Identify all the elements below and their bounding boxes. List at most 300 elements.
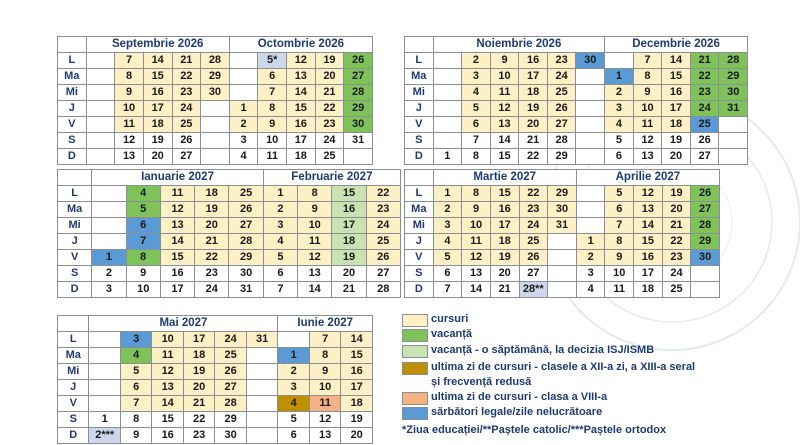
day-label: D: [405, 149, 434, 165]
empty-cell: [86, 117, 115, 133]
day-cell: 12: [634, 186, 663, 202]
day-cell: 20: [341, 428, 373, 444]
corner-cell: [58, 316, 89, 332]
day-cell: 28: [691, 218, 720, 234]
week-day-row: [405, 149, 748, 165]
day-cell: 14: [160, 234, 194, 250]
empty-cell: [278, 332, 309, 348]
day-cell: 11: [115, 117, 144, 133]
empty-cell: [605, 53, 634, 69]
day-cell: 23: [315, 117, 344, 133]
week-day-row: [58, 117, 373, 133]
day-cell: 17: [143, 101, 172, 117]
week-day-row: [405, 250, 720, 266]
day-cell: 9: [115, 85, 144, 101]
day-cell: 1: [433, 149, 462, 165]
day-cell: 31: [344, 133, 373, 149]
day-cell: 9: [633, 85, 662, 101]
day-cell: 9: [258, 117, 287, 133]
month-title: Martie 2027: [433, 170, 576, 186]
day-label: Mi: [58, 85, 87, 101]
week-day-row: [58, 218, 401, 234]
day-cell: 29: [229, 250, 263, 266]
empty-cell: [201, 101, 230, 117]
day-cell: 4: [278, 396, 309, 412]
day-cell: 10: [633, 101, 662, 117]
day-cell: 7: [605, 218, 634, 234]
day-cell: 2: [605, 85, 634, 101]
day-cell: 19: [315, 53, 344, 69]
calendar-block-may-jun: [57, 315, 373, 444]
empty-cell: [229, 69, 258, 85]
day-cell: 24: [315, 133, 344, 149]
day-cell: 9: [309, 364, 340, 380]
day-cell: 30: [576, 53, 605, 69]
day-cell: 7: [633, 53, 662, 69]
day-cell: 7: [126, 234, 160, 250]
empty-cell: [246, 364, 278, 380]
day-cell: 16: [143, 85, 172, 101]
day-cell: 16: [490, 202, 519, 218]
month-title: Februarie 2027: [263, 170, 400, 186]
day-cell: 8: [298, 186, 332, 202]
month-title: Noiembrie 2026: [433, 37, 605, 53]
week-day-row: [405, 101, 748, 117]
week-day-row: [58, 396, 373, 412]
day-cell: 25: [172, 117, 201, 133]
day-cell: 16: [332, 202, 366, 218]
day-cell: 3: [120, 332, 151, 348]
legend-text: sărbători legale/zile nelucrătoare: [431, 406, 603, 418]
day-cell: 7: [120, 396, 151, 412]
day-cell: 7: [263, 282, 297, 298]
day-label: J: [405, 234, 434, 250]
day-cell: 4: [433, 234, 462, 250]
day-cell: 15: [143, 69, 172, 85]
day-cell: 23: [690, 85, 719, 101]
day-label: S: [58, 133, 87, 149]
day-cell: 1: [433, 186, 462, 202]
day-cell: 10: [152, 332, 183, 348]
month-header-row: [58, 37, 373, 53]
day-cell: 18: [341, 396, 373, 412]
day-cell: 9: [605, 250, 634, 266]
day-cell: 24: [215, 332, 246, 348]
day-cell: 18: [143, 117, 172, 133]
day-cell: 2: [229, 117, 258, 133]
day-label: S: [405, 133, 434, 149]
day-cell: 24: [662, 266, 691, 282]
week-day-row: [405, 186, 720, 202]
day-cell: 17: [287, 133, 316, 149]
day-label: L: [58, 186, 92, 202]
empty-cell: [86, 101, 115, 117]
day-label: V: [405, 117, 434, 133]
day-cell: 16: [519, 53, 548, 69]
day-cell: 15: [341, 348, 373, 364]
day-cell: 14: [490, 133, 519, 149]
empty-cell: [86, 53, 115, 69]
empty-cell: [92, 234, 126, 250]
day-cell: 16: [160, 266, 194, 282]
day-cell: 10: [462, 218, 491, 234]
week-day-row: [58, 101, 373, 117]
day-cell: 30: [719, 85, 748, 101]
day-cell: 15: [490, 186, 519, 202]
day-cell: 27: [519, 266, 548, 282]
legend-swatch: [402, 392, 428, 405]
calendar-block-jan-feb: [57, 169, 401, 298]
day-cell: 23: [662, 250, 691, 266]
day-cell: 7: [433, 282, 462, 298]
day-cell: 6: [263, 266, 297, 282]
empty-cell: [548, 266, 577, 282]
day-cell: 17: [341, 380, 373, 396]
day-label: Mi: [405, 218, 434, 234]
day-cell: 29: [719, 69, 748, 85]
empty-cell: [246, 348, 278, 364]
day-label: J: [58, 101, 87, 117]
day-cell: 26: [344, 53, 373, 69]
day-cell: 26: [690, 133, 719, 149]
empty-cell: [201, 117, 230, 133]
day-cell: 14: [462, 282, 491, 298]
day-label: Ma: [58, 348, 89, 364]
day-cell: 21: [490, 282, 519, 298]
day-cell: 28: [215, 396, 246, 412]
week-day-row: [58, 412, 373, 428]
day-cell: 14: [143, 53, 172, 69]
day-cell: 27: [215, 380, 246, 396]
day-cell: 2***: [89, 428, 120, 444]
day-cell: 13: [298, 266, 332, 282]
day-cell: 6: [258, 69, 287, 85]
day-label: L: [58, 332, 89, 348]
day-cell: 22: [315, 101, 344, 117]
day-cell: 1: [89, 412, 120, 428]
empty-cell: [229, 53, 258, 69]
month-title: Aprilie 2027: [576, 170, 719, 186]
day-label: S: [405, 266, 434, 282]
day-cell: 4: [229, 149, 258, 165]
week-day-row: [405, 202, 720, 218]
day-cell: 19: [662, 133, 691, 149]
day-cell: 10: [258, 133, 287, 149]
month-title: Mai 2027: [89, 316, 278, 332]
day-cell: 23: [195, 266, 229, 282]
day-cell: 5*: [258, 53, 287, 69]
empty-cell: [86, 149, 115, 165]
day-cell: 21: [519, 133, 548, 149]
week-day-row: [405, 234, 720, 250]
day-cell: 24: [519, 218, 548, 234]
day-cell: 1: [229, 101, 258, 117]
empty-cell: [89, 396, 120, 412]
day-label: Mi: [58, 218, 92, 234]
day-cell: 25: [215, 348, 246, 364]
week-day-row: [58, 282, 401, 298]
day-cell: 31: [246, 332, 278, 348]
day-cell: 6: [605, 149, 634, 165]
day-cell: 26: [366, 250, 400, 266]
day-cell: 29: [344, 101, 373, 117]
day-cell: 7: [258, 85, 287, 101]
day-cell: 7: [462, 133, 491, 149]
day-cell: 23: [172, 85, 201, 101]
day-cell: 20: [332, 266, 366, 282]
day-cell: 5: [126, 202, 160, 218]
day-cell: 27: [229, 218, 263, 234]
day-cell: 21: [172, 53, 201, 69]
day-cell: 6: [126, 218, 160, 234]
day-cell: 7: [115, 53, 144, 69]
day-cell: 24: [172, 101, 201, 117]
day-cell: 26: [172, 133, 201, 149]
day-label: S: [58, 266, 92, 282]
day-cell: 19: [183, 364, 214, 380]
day-cell: 12: [115, 133, 144, 149]
day-cell: 22: [172, 69, 201, 85]
day-label: D: [58, 282, 92, 298]
day-label: L: [405, 53, 434, 69]
day-cell: 27: [344, 69, 373, 85]
day-cell: 25: [547, 85, 576, 101]
day-cell: 22: [519, 149, 548, 165]
week-day-row: [58, 348, 373, 364]
day-cell: 14: [634, 218, 663, 234]
month-title: Octombrie 2026: [229, 37, 372, 53]
day-cell: 24: [547, 69, 576, 85]
legend-text: ultima zi de cursuri - clasele a XII-a zi, a XIII-a seral: [431, 361, 696, 373]
day-cell: 5: [605, 133, 634, 149]
day-cell: 13: [462, 266, 491, 282]
legend-text: și frecvență redusă: [431, 376, 532, 388]
legend-text: vacanță - o săptămână, la decizia ISJ/ISMB: [431, 344, 655, 356]
day-cell: 4: [263, 234, 297, 250]
empty-cell: [246, 428, 278, 444]
day-cell: 4: [576, 282, 605, 298]
corner-cell: [405, 170, 434, 186]
day-cell: 21: [315, 85, 344, 101]
week-day-row: [58, 250, 401, 266]
day-cell: 17: [490, 218, 519, 234]
empty-cell: [433, 101, 462, 117]
day-label: V: [405, 250, 434, 266]
day-cell: 18: [332, 234, 366, 250]
corner-cell: [58, 170, 92, 186]
day-cell: 8: [462, 186, 491, 202]
empty-cell: [246, 380, 278, 396]
day-cell: 5: [605, 186, 634, 202]
day-cell: 19: [519, 101, 548, 117]
day-cell: 22: [183, 412, 214, 428]
empty-cell: [201, 149, 230, 165]
day-cell: 5: [120, 364, 151, 380]
empty-cell: [548, 234, 577, 250]
day-cell: 4: [120, 348, 151, 364]
day-cell: 30: [548, 202, 577, 218]
day-cell: 5: [462, 101, 491, 117]
day-cell: 2: [263, 202, 297, 218]
day-cell: 16: [634, 250, 663, 266]
day-cell: 20: [490, 266, 519, 282]
legend-text: ultima zi de cursuri - clasa a VIII-a: [431, 391, 608, 403]
legend-text: vacanță: [431, 328, 472, 340]
day-cell: 1: [263, 186, 297, 202]
day-cell: 28: [366, 282, 400, 298]
day-cell: 28: [229, 234, 263, 250]
day-cell: 12: [152, 364, 183, 380]
day-cell: 29: [215, 412, 246, 428]
day-label: J: [405, 101, 434, 117]
legend-swatch: [402, 329, 428, 342]
day-cell: 4: [605, 117, 634, 133]
day-cell: 12: [309, 412, 340, 428]
day-cell: 18: [287, 149, 316, 165]
day-cell: 26: [229, 202, 263, 218]
empty-cell: [246, 412, 278, 428]
day-cell: 30: [691, 250, 720, 266]
day-label: Ma: [58, 202, 92, 218]
day-cell: 12: [287, 53, 316, 69]
empty-cell: [92, 186, 126, 202]
day-cell: 10: [115, 101, 144, 117]
day-cell: 5: [263, 250, 297, 266]
empty-cell: [548, 250, 577, 266]
day-cell: 1: [605, 69, 634, 85]
day-label: J: [58, 234, 92, 250]
empty-cell: [719, 117, 748, 133]
day-cell: 18: [519, 85, 548, 101]
week-day-row: [58, 380, 373, 396]
day-cell: 18: [195, 186, 229, 202]
day-cell: 7: [309, 332, 340, 348]
day-cell: 14: [662, 53, 691, 69]
footnote: *Ziua educației/**Paștele catolic/***Paștele ortodox: [402, 424, 667, 436]
empty-cell: [433, 133, 462, 149]
day-cell: 17: [332, 218, 366, 234]
day-cell: 20: [662, 149, 691, 165]
empty-cell: [576, 133, 605, 149]
day-cell: 19: [662, 186, 691, 202]
day-cell: 25: [366, 234, 400, 250]
day-cell: 14: [341, 332, 373, 348]
day-cell: 11: [152, 348, 183, 364]
day-cell: 3: [278, 380, 309, 396]
week-day-row: [58, 234, 401, 250]
day-cell: 17: [183, 332, 214, 348]
day-cell: 29: [691, 234, 720, 250]
day-cell: 8: [126, 250, 160, 266]
day-cell: 28: [719, 53, 748, 69]
day-cell: 15: [152, 412, 183, 428]
day-cell: 4: [126, 186, 160, 202]
day-cell: 23: [183, 428, 214, 444]
day-cell: 3: [263, 218, 297, 234]
month-title: Ianuarie 2027: [92, 170, 263, 186]
day-cell: 28: [547, 133, 576, 149]
day-cell: 15: [490, 149, 519, 165]
day-cell: 11: [462, 234, 491, 250]
day-label: V: [58, 117, 87, 133]
day-cell: 30: [229, 266, 263, 282]
day-cell: 16: [287, 117, 316, 133]
day-cell: 9: [298, 202, 332, 218]
empty-cell: [433, 85, 462, 101]
day-cell: 20: [519, 117, 548, 133]
day-cell: 23: [519, 202, 548, 218]
day-cell: 9: [120, 428, 151, 444]
day-label: D: [58, 428, 89, 444]
day-cell: 21: [183, 396, 214, 412]
day-cell: 1: [278, 348, 309, 364]
day-cell: 15: [662, 69, 691, 85]
month-title: Decembrie 2026: [605, 37, 748, 53]
day-cell: 19: [490, 250, 519, 266]
empty-cell: [201, 133, 230, 149]
day-label: Mi: [405, 85, 434, 101]
empty-cell: [576, 85, 605, 101]
day-cell: 28: [201, 53, 230, 69]
empty-cell: [719, 133, 748, 149]
week-day-row: [58, 85, 373, 101]
day-label: D: [405, 282, 434, 298]
week-day-row: [58, 69, 373, 85]
empty-cell: [344, 149, 373, 165]
day-cell: 30: [215, 428, 246, 444]
day-cell: 6: [120, 380, 151, 396]
empty-cell: [89, 332, 120, 348]
day-cell: 26: [215, 364, 246, 380]
empty-cell: [433, 117, 462, 133]
day-cell: 20: [183, 380, 214, 396]
day-label: Ma: [405, 202, 434, 218]
day-cell: 1: [92, 250, 126, 266]
day-cell: 14: [152, 396, 183, 412]
day-cell: 27: [366, 266, 400, 282]
day-cell: 26: [519, 250, 548, 266]
day-cell: 21: [332, 282, 366, 298]
day-label: L: [58, 53, 87, 69]
day-cell: 11: [298, 234, 332, 250]
legend-swatch: [402, 362, 428, 375]
empty-cell: [691, 266, 720, 282]
day-cell: 3: [229, 133, 258, 149]
day-cell: 25: [315, 149, 344, 165]
day-cell: 11: [633, 117, 662, 133]
day-cell: 26: [547, 101, 576, 117]
day-label: D: [58, 149, 87, 165]
day-label: V: [58, 396, 89, 412]
day-label: Mi: [58, 364, 89, 380]
day-cell: 22: [366, 186, 400, 202]
day-cell: 15: [634, 234, 663, 250]
empty-cell: [576, 186, 605, 202]
day-label: Ma: [58, 69, 87, 85]
week-day-row: [58, 149, 373, 165]
day-cell: 18: [662, 117, 691, 133]
week-day-row: [58, 53, 373, 69]
day-cell: 31: [548, 218, 577, 234]
empty-cell: [86, 85, 115, 101]
week-day-row: [405, 117, 748, 133]
day-cell: 5: [278, 412, 309, 428]
empty-cell: [92, 202, 126, 218]
month-title: Iunie 2027: [278, 316, 373, 332]
week-day-row: [405, 266, 720, 282]
day-cell: 22: [195, 250, 229, 266]
calendar-block-mar-apr: [404, 169, 720, 298]
